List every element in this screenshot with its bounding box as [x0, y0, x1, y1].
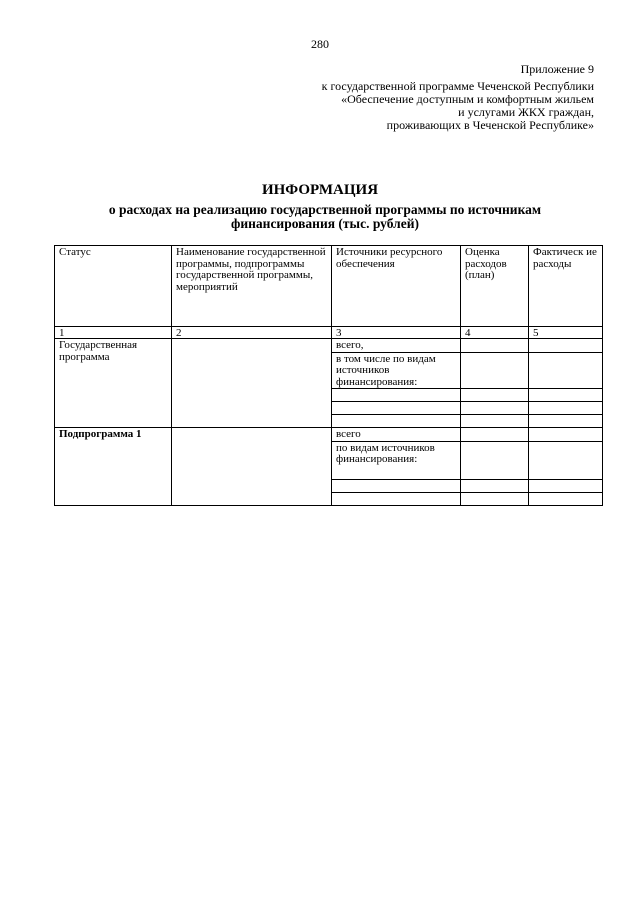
actual-cell — [529, 389, 603, 402]
appendix-line: к государственной программе Чеченской Республики — [321, 79, 594, 93]
actual-cell — [529, 415, 603, 428]
page-number: 280 — [311, 37, 329, 51]
actual-cell — [529, 402, 603, 415]
source-cell — [332, 389, 461, 402]
header-sources: Источники ресурсного обеспечения — [332, 246, 461, 327]
expenses-table — [54, 245, 603, 506]
column-number: 3 — [332, 327, 461, 339]
table-row — [55, 428, 603, 442]
appendix-line: «Обеспечение доступным и комфортным жильем — [341, 92, 594, 106]
actual-cell — [529, 352, 603, 389]
column-number: 2 — [172, 327, 332, 339]
source-cell — [332, 402, 461, 415]
actual-cell — [529, 441, 603, 479]
actual-cell — [529, 492, 603, 505]
subtitle-line: финансирования (тыс. рублей) — [231, 216, 419, 231]
column-number: 1 — [55, 327, 172, 339]
planned-cell — [461, 441, 529, 479]
header-actual: Фактическ ие расходы — [529, 246, 603, 327]
source-cell: всего — [332, 428, 461, 442]
actual-cell — [529, 428, 603, 442]
subtitle-line: о расходах на реализацию государственной программы по источникам — [108, 202, 542, 217]
planned-cell — [461, 492, 529, 505]
header-name: Наименование государственной программы, подпрограммы государственной программы, мероприятий — [172, 246, 332, 327]
name-cell — [172, 339, 332, 428]
column-number-row — [55, 327, 603, 339]
header-status: Статус — [55, 246, 172, 327]
table-row — [55, 339, 603, 353]
status-cell: Государственная программа — [55, 339, 172, 428]
planned-cell — [461, 479, 529, 492]
actual-cell — [529, 479, 603, 492]
appendix-reference — [322, 80, 594, 132]
column-number: 5 — [529, 327, 603, 339]
appendix-line: и услугами ЖКХ граждан, — [458, 105, 594, 119]
status-cell: Подпрограмма 1 — [55, 428, 172, 506]
source-cell — [332, 479, 461, 492]
column-number: 4 — [461, 327, 529, 339]
planned-cell — [461, 339, 529, 353]
appendix-line: проживающих в Чеченской Республике» — [386, 118, 594, 132]
appendix-label: Приложение 9 — [520, 62, 594, 76]
source-cell: по видам источников финансирования: — [332, 441, 461, 479]
planned-cell — [461, 415, 529, 428]
actual-cell — [529, 339, 603, 353]
table-header-row — [55, 246, 603, 327]
header-planned: Оценка расходов (план) — [461, 246, 529, 327]
planned-cell — [461, 352, 529, 389]
source-cell: всего, — [332, 339, 461, 353]
planned-cell — [461, 428, 529, 442]
source-cell — [332, 492, 461, 505]
name-cell — [172, 428, 332, 506]
document-subtitle — [40, 203, 610, 231]
source-cell — [332, 415, 461, 428]
source-cell: в том числе по видам источников финансирования: — [332, 352, 461, 389]
planned-cell — [461, 389, 529, 402]
planned-cell — [461, 402, 529, 415]
document-title: ИНФОРМАЦИЯ — [261, 182, 379, 198]
